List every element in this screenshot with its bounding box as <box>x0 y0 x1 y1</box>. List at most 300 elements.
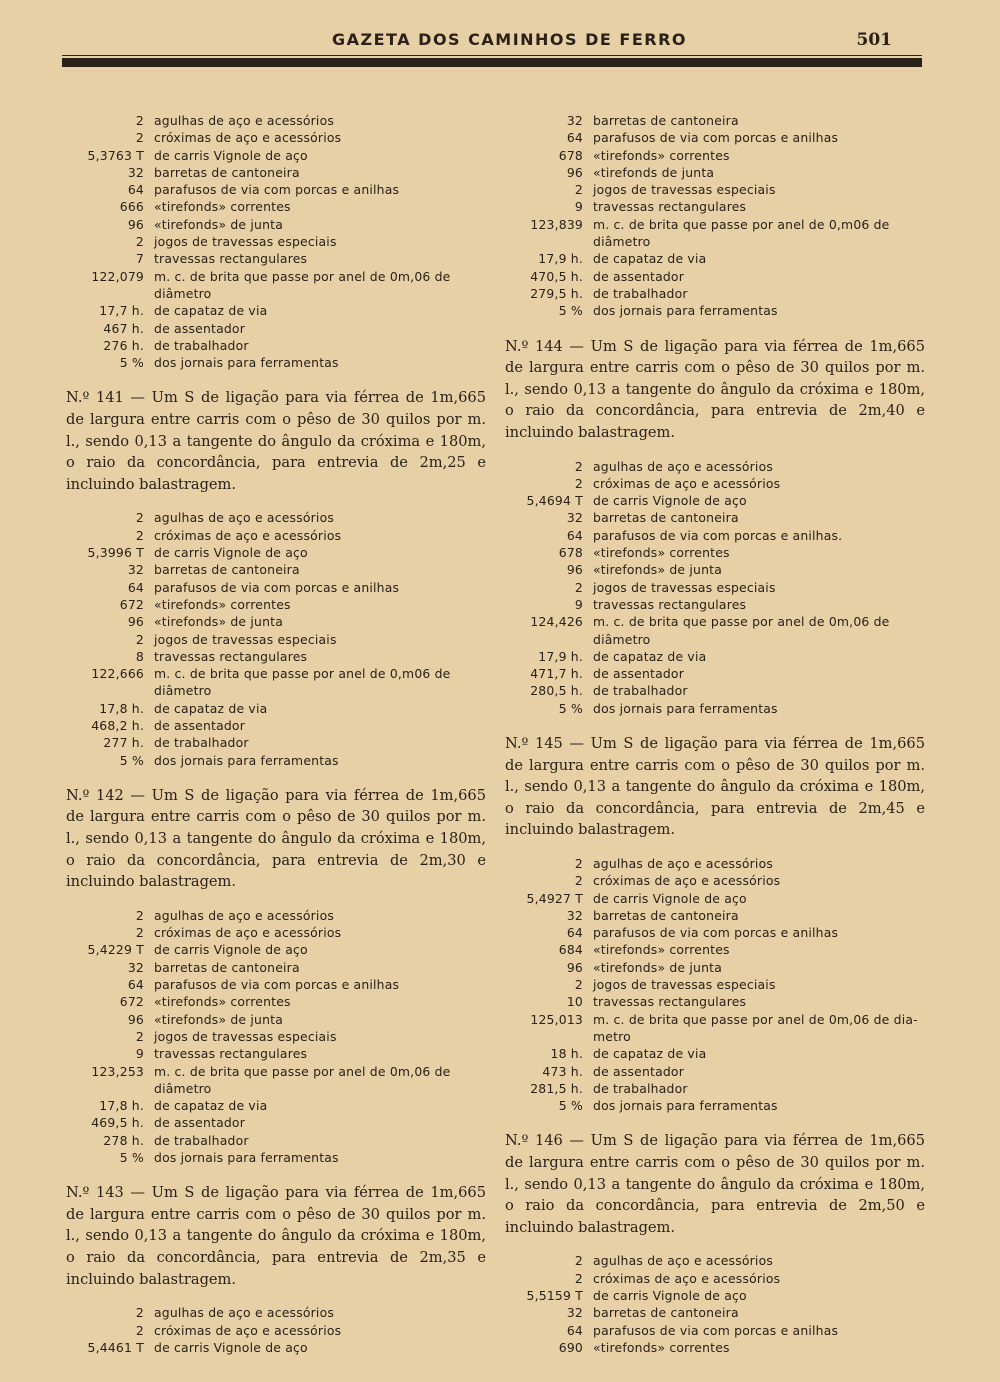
item-quantity: 32 <box>127 562 144 578</box>
list-item <box>505 1028 925 1045</box>
item-quantity: 2 <box>135 234 144 250</box>
item-description: de capataz de via <box>593 1046 707 1062</box>
item-description: barretas de cantoneira <box>154 959 300 975</box>
item-description: «tirefonds» de junta <box>593 562 722 578</box>
item-quantity: 279,5 h. <box>530 285 583 301</box>
item-quantity: 96 <box>127 216 144 232</box>
item-quantity: 672 <box>119 596 144 612</box>
item-quantity: 2 <box>574 1253 583 1269</box>
item-description: «tirefonds» de junta <box>593 959 722 975</box>
list-item <box>66 1149 486 1166</box>
list-item <box>505 129 925 146</box>
list-item <box>66 993 486 1010</box>
list-item <box>66 250 486 267</box>
list-item <box>66 354 486 371</box>
item-quantity: 2 <box>574 977 583 993</box>
list-item <box>66 337 486 354</box>
materials-list <box>66 112 486 371</box>
list-item <box>66 561 486 578</box>
list-item <box>505 509 925 526</box>
item-quantity: 2 <box>574 873 583 889</box>
item-quantity: 471,7 h. <box>530 666 583 682</box>
list-item <box>505 285 925 302</box>
page-header <box>62 28 920 58</box>
item-quantity: 96 <box>566 959 583 975</box>
item-description: jogos de travessas especiais <box>154 631 337 647</box>
list-item <box>505 976 925 993</box>
item-description: «tirefonds» correntes <box>593 147 730 163</box>
item-quantity: 469,5 h. <box>91 1115 144 1131</box>
list-item <box>66 959 486 976</box>
item-description: de capataz de via <box>154 303 268 319</box>
item-description: de carris Vignole de aço <box>154 545 308 561</box>
item-quantity: 2 <box>574 855 583 871</box>
item-quantity: 473 h. <box>542 1063 583 1079</box>
item-description: parafusos de via com porcas e anilhas <box>154 579 400 595</box>
item-description: dos jornais para ferramentas <box>154 355 339 371</box>
item-description: cróximas de aço e acessórios <box>593 1270 781 1286</box>
list-item <box>505 561 925 578</box>
list-item <box>66 1045 486 1062</box>
item-description: de trabalhador <box>154 735 249 751</box>
item-description: travessas rectangulares <box>593 199 747 215</box>
item-quantity: 5 % <box>558 1098 583 1114</box>
list-item <box>66 216 486 233</box>
list-item <box>505 665 925 682</box>
list-item <box>66 734 486 751</box>
item-quantity: 10 <box>566 994 583 1010</box>
list-item <box>505 872 925 889</box>
item-description: m. c. de brita que passe por anel de 0m,06 de <box>154 1063 451 1079</box>
item-quantity: 32 <box>566 1305 583 1321</box>
item-description: de assentador <box>593 268 684 284</box>
list-item <box>66 613 486 630</box>
materials-list <box>505 458 925 717</box>
item-quantity: 17,9 h. <box>538 648 583 664</box>
item-description: barretas de cantoneira <box>154 164 300 180</box>
item-description: de assentador <box>593 666 684 682</box>
item-description: cróximas de aço e acessórios <box>154 925 342 941</box>
item-quantity: 2 <box>135 113 144 128</box>
item-paragraph: N.º 141 — Um S de ligação para via férrea de 1m,665 de largura entre carris com o pêso de 30 quilos por m. l., sendo 0,13 a tangente do ângulo da cróxima e 180m, o raio da concordância, para entrevia de 2m,25 e incluindo balastragem. <box>66 389 486 493</box>
item-description: dos jornais para ferramentas <box>593 1098 778 1114</box>
list-item <box>66 302 486 319</box>
list-item <box>505 216 925 233</box>
item-description: cróximas de aço e acessórios <box>154 527 342 543</box>
item-description: m. c. de brita que passe por anel de 0m,06 de <box>154 268 451 284</box>
list-item <box>66 1322 486 1339</box>
item-description: de assentador <box>154 717 245 733</box>
item-description: de assentador <box>593 1063 684 1079</box>
item-quantity: 2 <box>135 1028 144 1044</box>
item-quantity: 18 h. <box>550 1046 583 1062</box>
item-quantity: 2 <box>574 458 583 474</box>
item-description: de capataz de via <box>154 1098 268 1114</box>
item-quantity: 17,9 h. <box>538 251 583 267</box>
list-item <box>505 1304 925 1321</box>
item-description: travessas rectangulares <box>154 251 308 267</box>
item-quantity: 32 <box>566 113 583 128</box>
list-item <box>505 924 925 941</box>
list-item <box>66 320 486 337</box>
list-item <box>66 976 486 993</box>
list-item <box>66 700 486 717</box>
item-quantity: 2 <box>135 527 144 543</box>
item-description: travessas rectangulares <box>154 1046 308 1062</box>
list-item <box>66 752 486 769</box>
item-description: travessas rectangulares <box>154 648 308 664</box>
item-quantity: 684 <box>558 942 583 958</box>
item-quantity: 2 <box>135 631 144 647</box>
item-description: parafusos de via com porcas e anilhas <box>593 925 839 941</box>
item-quantity: 122,079 <box>91 268 144 284</box>
item-description: m. c. de brita que passe por anel de 0m,06 de <box>593 614 890 630</box>
list-item <box>505 544 925 561</box>
materials-list <box>66 509 486 768</box>
list-item <box>66 665 486 682</box>
item-description: de carris Vignole de aço <box>593 890 747 906</box>
item-description: cróximas de aço e acessórios <box>593 873 781 889</box>
list-item <box>66 717 486 734</box>
item-paragraph: N.º 143 — Um S de ligação para via férrea de 1m,665 de largura entre carris com o pêso de 30 quilos por m. l., sendo 0,13 a tangente do ângulo da cróxima e 180m, o raio da concordância, para entrevia de 2m,35 e incluindo balastragem. <box>66 1184 486 1288</box>
list-item <box>505 959 925 976</box>
list-item <box>505 302 925 319</box>
page-number: 501 <box>856 30 892 50</box>
item-description: «tirefonds» correntes <box>593 1339 730 1355</box>
item-description: m. c. de brita que passe por anel de 0,m06 de <box>154 666 451 682</box>
list-item <box>66 1063 486 1080</box>
item-description: barretas de cantoneira <box>593 510 739 526</box>
list-item <box>66 1097 486 1114</box>
item-quantity: 5 % <box>119 1150 144 1165</box>
item-paragraph: N.º 142 — Um S de ligação para via férrea de 1m,665 de largura entre carris com o pêso de 30 quilos por m. l., sendo 0,13 a tangente do ângulo da cróxima e 180m, o raio da concordância, para entrevia de 2m,30 e incluindo balastragem. <box>66 786 486 891</box>
item-description: cróximas de aço e acessórios <box>593 475 781 491</box>
materials-list <box>505 855 925 1114</box>
item-description: barretas de cantoneira <box>593 907 739 923</box>
item-quantity: 467 h. <box>103 320 144 336</box>
list-item <box>505 147 925 164</box>
item-quantity: 5,5159 T <box>526 1287 583 1303</box>
item-quantity: 281,5 h. <box>530 1080 583 1096</box>
list-item <box>505 890 925 907</box>
item-description: diâmetro <box>154 683 212 699</box>
item-description: «tirefonds de junta <box>593 164 715 180</box>
list-item <box>66 1080 486 1097</box>
item-description: parafusos de via com porcas e anilhas <box>154 977 400 993</box>
list-item <box>505 700 925 717</box>
list-item <box>66 1011 486 1028</box>
item-quantity: 32 <box>566 907 583 923</box>
item-description: agulhas de aço e acessórios <box>593 1253 774 1269</box>
item-quantity: 125,013 <box>530 1011 583 1027</box>
list-item <box>505 233 925 250</box>
item-description: de assentador <box>154 320 245 336</box>
list-item <box>505 1322 925 1339</box>
list-item <box>505 1097 925 1114</box>
item-description: jogos de travessas especiais <box>593 579 776 595</box>
item-description: dos jornais para ferramentas <box>154 752 339 768</box>
item-description: travessas rectangulares <box>593 994 747 1010</box>
item-description: parafusos de via com porcas e anilhas <box>154 182 400 198</box>
item-quantity: 17,8 h. <box>99 1098 144 1114</box>
item-quantity: 470,5 h. <box>530 268 583 284</box>
list-item <box>505 1287 925 1304</box>
item-quantity: 9 <box>135 1046 144 1062</box>
item-quantity: 2 <box>135 925 144 941</box>
item-quantity: 5 % <box>119 355 144 371</box>
item-quantity: 32 <box>127 959 144 975</box>
list-item <box>66 112 486 129</box>
item-description: parafusos de via com porcas e anilhas. <box>593 527 843 543</box>
list-item <box>505 907 925 924</box>
list-item <box>505 682 925 699</box>
item-description: parafusos de via com porcas e anilhas <box>593 1322 839 1338</box>
item-quantity: 280,5 h. <box>530 683 583 699</box>
list-item <box>66 1114 486 1131</box>
item-quantity: 2 <box>574 579 583 595</box>
list-item <box>66 579 486 596</box>
item-description: m. c. de brita que passe por anel de 0,m06 de <box>593 216 890 232</box>
list-item <box>66 1339 486 1356</box>
item-quantity: 64 <box>566 130 583 146</box>
list-item <box>505 1080 925 1097</box>
list-item <box>66 164 486 181</box>
list-item <box>66 682 486 699</box>
left-column <box>66 112 486 1356</box>
item-quantity: 2 <box>574 182 583 198</box>
item-quantity: 122,666 <box>91 666 144 682</box>
item-quantity: 5,4927 T <box>526 890 583 906</box>
item-description: de trabalhador <box>593 683 688 699</box>
list-item <box>66 198 486 215</box>
item-quantity: 64 <box>566 527 583 543</box>
journal-title: GAZETA DOS CAMINHOS DE FERRO <box>332 30 688 49</box>
item-description: jogos de travessas especiais <box>154 234 337 250</box>
item-description: jogos de travessas especiais <box>593 977 776 993</box>
item-description: barretas de cantoneira <box>593 1305 739 1321</box>
item-quantity: 17,8 h. <box>99 700 144 716</box>
item-quantity: 678 <box>558 147 583 163</box>
list-item <box>505 993 925 1010</box>
item-quantity: 278 h. <box>103 1132 144 1148</box>
item-quantity: 17,7 h. <box>99 303 144 319</box>
item-description: barretas de cantoneira <box>154 562 300 578</box>
item-description: dos jornais para ferramentas <box>593 700 778 716</box>
item-description: de carris Vignole de aço <box>154 1339 308 1355</box>
list-item <box>66 233 486 250</box>
item-description: «tirefonds» correntes <box>593 942 730 958</box>
item-description: de capataz de via <box>154 700 268 716</box>
item-quantity: 5,3996 T <box>87 545 144 561</box>
item-description: de carris Vignole de aço <box>593 493 747 509</box>
list-item <box>505 164 925 181</box>
item-quantity: 672 <box>119 994 144 1010</box>
item-quantity: 32 <box>127 164 144 180</box>
item-description: diâmetro <box>593 234 651 250</box>
item-description: de trabalhador <box>154 1132 249 1148</box>
item-quantity: 2 <box>574 475 583 491</box>
item-description: diâmetro <box>154 1080 212 1096</box>
right-column <box>505 112 925 1356</box>
list-item <box>66 509 486 526</box>
item-description: metro <box>593 1028 631 1044</box>
list-item <box>505 855 925 872</box>
item-description: «tirefonds» de junta <box>154 1011 283 1027</box>
item-paragraph: N.º 146 — Um S de ligação para via férrea de 1m,665 de largura entre carris com o pêso de 30 quilos por m. l., sendo 0,13 a tangente do ângulo da cróxima e 180m, o raio da concordância, para entrevia de 2m,50 e incluindo balastragem. <box>505 1132 925 1236</box>
list-item <box>66 1132 486 1149</box>
item-quantity: 96 <box>566 562 583 578</box>
list-item <box>505 648 925 665</box>
item-description: agulhas de aço e acessórios <box>593 855 774 871</box>
item-description: de capataz de via <box>593 251 707 267</box>
materials-list <box>505 112 925 320</box>
item-description: parafusos de via com porcas e anilhas <box>593 130 839 146</box>
item-quantity: 64 <box>127 182 144 198</box>
list-item <box>66 941 486 958</box>
item-quantity: 276 h. <box>103 337 144 353</box>
list-item <box>66 527 486 544</box>
item-quantity: 5,3763 T <box>87 147 144 163</box>
item-description: jogos de travessas especiais <box>593 182 776 198</box>
item-description: «tirefonds» correntes <box>154 199 291 215</box>
item-quantity: 8 <box>135 648 144 664</box>
item-description: agulhas de aço e acessórios <box>154 510 335 526</box>
item-description: jogos de travessas especiais <box>154 1028 337 1044</box>
item-quantity: 2 <box>135 907 144 923</box>
item-quantity: 96 <box>566 164 583 180</box>
item-quantity: 123,253 <box>91 1063 144 1079</box>
item-quantity: 2 <box>135 510 144 526</box>
item-description: cróximas de aço e acessórios <box>154 130 342 146</box>
list-item <box>505 1270 925 1287</box>
item-description: cróximas de aço e acessórios <box>154 1322 342 1338</box>
item-description: barretas de cantoneira <box>593 113 739 128</box>
list-item <box>505 1063 925 1080</box>
item-description: agulhas de aço e acessórios <box>154 907 335 923</box>
header-thick-rule <box>62 58 922 67</box>
item-description: «tirefonds» correntes <box>593 545 730 561</box>
materials-list <box>66 907 486 1166</box>
item-description: diâmetro <box>154 285 212 301</box>
item-description: de assentador <box>154 1115 245 1131</box>
item-description: de carris Vignole de aço <box>154 147 308 163</box>
list-item <box>505 596 925 613</box>
item-quantity: 64 <box>127 977 144 993</box>
item-quantity: 5,4229 T <box>87 942 144 958</box>
list-item <box>66 631 486 648</box>
item-quantity: 2 <box>574 1270 583 1286</box>
list-item <box>505 492 925 509</box>
item-quantity: 2 <box>135 1305 144 1321</box>
materials-list <box>505 1252 925 1356</box>
item-description: de carris Vignole de aço <box>154 942 308 958</box>
item-quantity: 64 <box>566 1322 583 1338</box>
list-item <box>505 1011 925 1028</box>
item-quantity: 690 <box>558 1339 583 1355</box>
list-item <box>66 129 486 146</box>
item-quantity: 96 <box>127 614 144 630</box>
item-description: diâmetro <box>593 631 651 647</box>
item-quantity: 9 <box>574 199 583 215</box>
list-item <box>505 198 925 215</box>
item-description: de trabalhador <box>593 285 688 301</box>
item-paragraph: N.º 145 — Um S de ligação para via férrea de 1m,665 de largura entre carris com o pêso de 30 quilos por m. l., sendo 0,13 a tangente do ângulo da cróxima e 180m, o raio da concordância, para entrevia de 2m,45 e incluindo balastragem. <box>505 734 925 839</box>
list-item <box>505 631 925 648</box>
item-description: agulhas de aço e acessórios <box>154 113 335 128</box>
item-description: de capataz de via <box>593 648 707 664</box>
item-quantity: 64 <box>566 925 583 941</box>
item-quantity: 666 <box>119 199 144 215</box>
item-quantity: 5 % <box>558 303 583 319</box>
item-quantity: 5,4694 T <box>526 493 583 509</box>
item-quantity: 678 <box>558 545 583 561</box>
item-description: de carris Vignole de aço <box>593 1287 747 1303</box>
list-item <box>505 458 925 475</box>
item-description: dos jornais para ferramentas <box>593 303 778 319</box>
item-description: travessas rectangulares <box>593 596 747 612</box>
list-item <box>505 1045 925 1062</box>
item-quantity: 7 <box>135 251 144 267</box>
list-item <box>66 1304 486 1321</box>
list-item <box>66 907 486 924</box>
item-quantity: 2 <box>135 1322 144 1338</box>
list-item <box>66 544 486 561</box>
list-item <box>66 648 486 665</box>
list-item <box>66 1028 486 1045</box>
list-item <box>505 268 925 285</box>
item-quantity: 123,839 <box>530 216 583 232</box>
item-quantity: 5 % <box>558 700 583 716</box>
list-item <box>66 268 486 285</box>
list-item <box>505 527 925 544</box>
list-item <box>505 1339 925 1356</box>
item-quantity: 277 h. <box>103 735 144 751</box>
item-description: «tirefonds» de junta <box>154 216 283 232</box>
item-quantity: 124,426 <box>530 614 583 630</box>
item-paragraph: N.º 144 — Um S de ligação para via férrea de 1m,665 de largura entre carris com o pêso de 30 quilos por m. l., sendo 0,13 a tangente do ângulo da cróxima e 180m, o raio da concordância, para entrevia de 2m,40 e incluindo balastragem. <box>505 337 925 441</box>
item-description: de trabalhador <box>154 337 249 353</box>
item-description: «tirefonds» correntes <box>154 994 291 1010</box>
item-description: agulhas de aço e acessórios <box>593 458 774 474</box>
list-item <box>66 924 486 941</box>
list-item <box>505 475 925 492</box>
list-item <box>505 250 925 267</box>
list-item <box>505 613 925 630</box>
item-quantity: 32 <box>566 510 583 526</box>
list-item <box>505 112 925 129</box>
list-item <box>505 181 925 198</box>
list-item <box>66 285 486 302</box>
materials-list <box>66 1304 486 1356</box>
item-description: agulhas de aço e acessórios <box>154 1305 335 1321</box>
item-quantity: 5 % <box>119 752 144 768</box>
item-quantity: 2 <box>135 130 144 146</box>
list-item <box>505 1252 925 1269</box>
list-item <box>505 941 925 958</box>
item-quantity: 468,2 h. <box>91 717 144 733</box>
item-quantity: 96 <box>127 1011 144 1027</box>
item-description: m. c. de brita que passe por anel de 0m,06 de dia- <box>593 1011 918 1027</box>
item-quantity: 64 <box>127 579 144 595</box>
list-item <box>66 181 486 198</box>
item-description: «tirefonds» correntes <box>154 596 291 612</box>
item-quantity: 9 <box>574 596 583 612</box>
list-item <box>66 596 486 613</box>
item-description: «tirefonds» de junta <box>154 614 283 630</box>
list-item <box>66 147 486 164</box>
item-quantity: 5,4461 T <box>87 1339 144 1355</box>
list-item <box>505 579 925 596</box>
